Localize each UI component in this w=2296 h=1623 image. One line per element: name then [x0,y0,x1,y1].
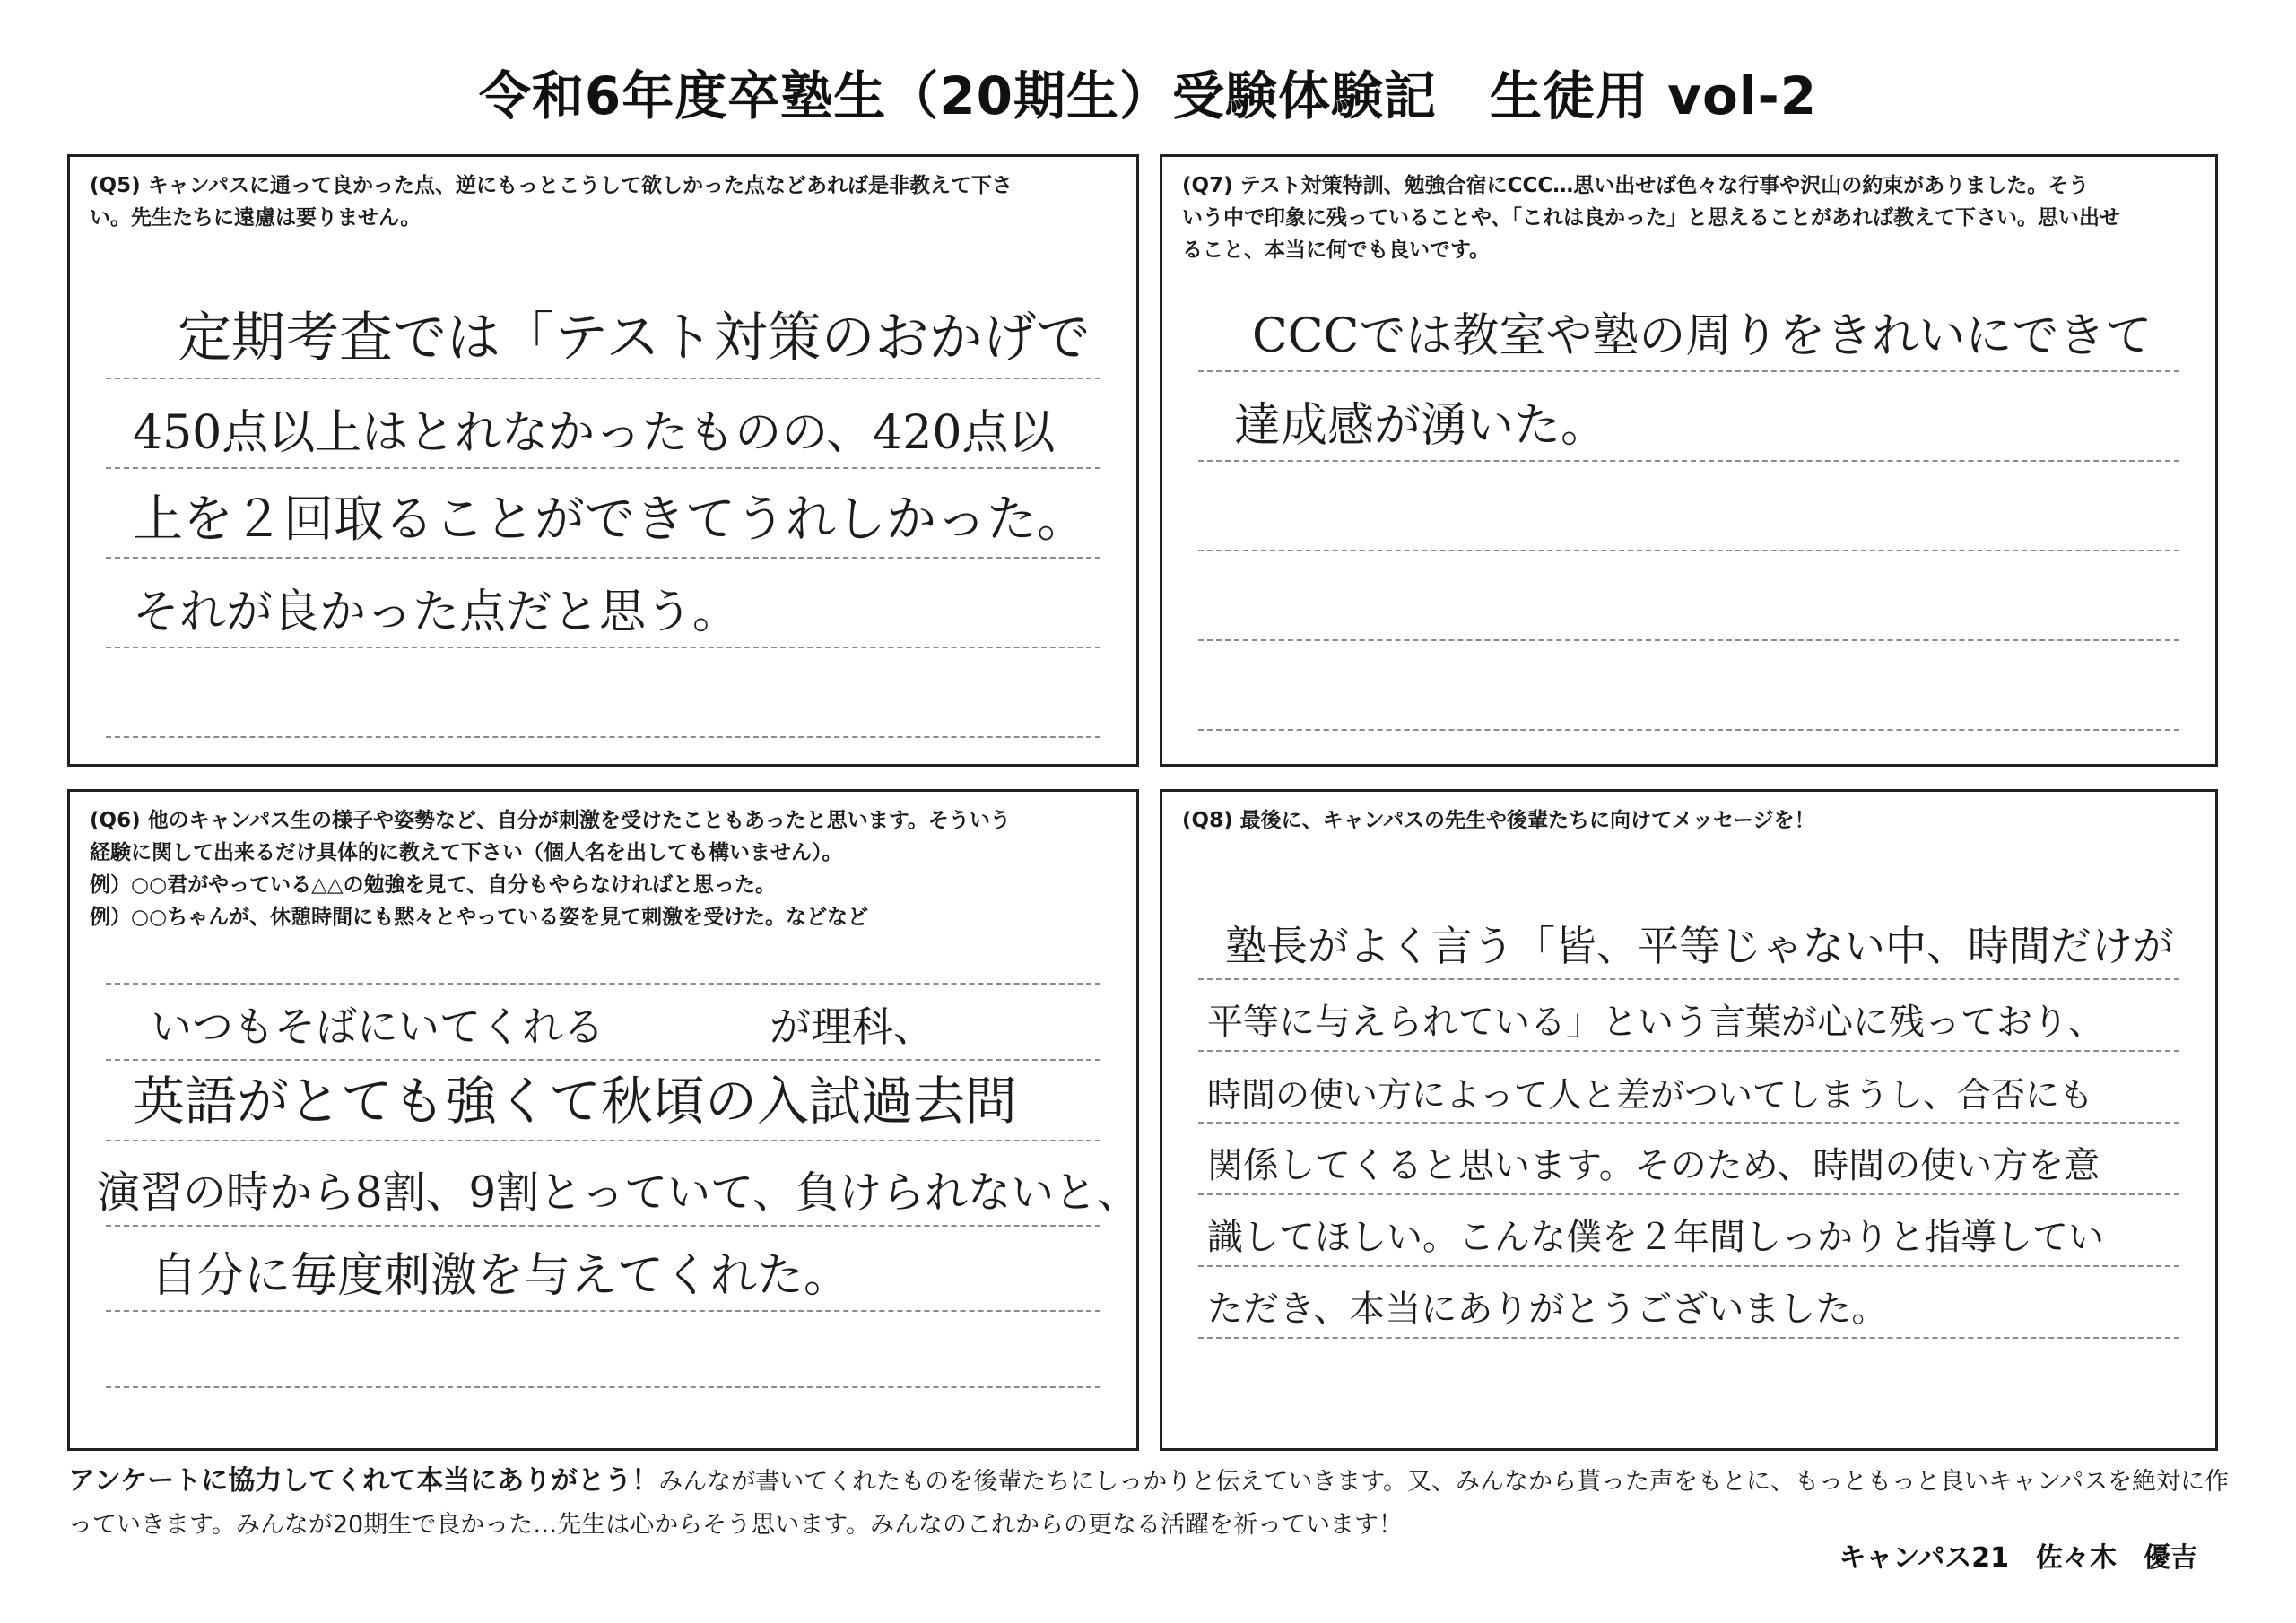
answer-line [1198,462,2179,551]
q8-answer-line: 関係してくると思います。そのため、時間の使い方を意 [1207,1145,2100,1186]
q5-answer-line: 450点以上はとれなかったものの、420点以 [133,406,1056,460]
q8-answer [1198,899,2179,1339]
q7-answer [1198,282,2179,731]
q5-answer-line: 定期考査では「テスト対策のおかげで [178,307,1091,369]
answer-line [1198,1052,2179,1124]
q6-prompt-line: 例）○○ちゃんが、休憩時間にも黙々とやっている姿を見て刺激を受けた。などなど [90,906,869,929]
panel-q5 [67,154,1139,767]
answer-line [1198,980,2179,1052]
answer-line [106,290,1100,379]
q7-answer-line: 達成感が湧いた。 [1234,399,1608,453]
q5-prompt-line: い。先生たちに遠慮は要りません。 [90,206,422,230]
q6-answer-line: いつもそばにいてくれる が理科、 [151,1002,935,1051]
answer-line [1198,1124,2179,1195]
signature: キャンパス21 佐々木 優吉 [1839,1542,2197,1574]
q6-prompt-line: 例）○○君がやっている△△の勉強を見て、自分もやらなければと思った。 [90,873,777,897]
q7-prompt [1182,169,2196,266]
q5-answer [106,290,1100,738]
q5-answer-line: それが良かった点だと思う。 [133,586,740,639]
panel-q6 [67,789,1139,1451]
answer-line [106,985,1100,1061]
footer-message [68,1460,2239,1547]
answer-line [1198,372,2179,462]
q8-prompt [1182,804,2196,837]
q6-answer-line: 演習の時から8割、9割とっていて、負けられないと、 [97,1167,1141,1218]
panel-q8 [1160,789,2218,1451]
q6-answer-line: 自分に毎度刺激を与えてくれた。 [151,1249,851,1303]
q6-prompt-line: 経験に関して出来るだけ具体的に教えて下さい（個人名を出しても構いません）。 [90,841,843,864]
q8-answer-line: ただき、本当にありがとうございました。 [1207,1289,1888,1330]
answer-line [1198,1267,2179,1339]
panel-q7 [1160,154,2218,767]
q5-prompt [90,169,1117,234]
page-title: 令和6年度卒塾生（20期生）受験体験記 生徒用 vol-2 [478,65,1818,126]
q5-answer-line: 上を２回取ることができてうれしかった。 [133,490,1087,549]
q8-answer-line: 塾長がよく言う「皆、平等じゃない中、時間だけが [1225,922,2174,970]
q6-answer [97,904,1141,1388]
q8-prompt-line: (Q8) 最後に、キャンパスの先生や後輩たちに向けてメッセージを！ [1182,809,1815,832]
q7-prompt-line: ること、本当に何でも良いです。 [1182,239,1491,262]
footer-lead: アンケートに協力してくれて本当にありがとう！ [68,1465,659,1497]
answer-line [106,379,1100,469]
answer-line [1198,1195,2179,1267]
q6-prompt-line: (Q6) 他のキャンパス生の様子や姿勢など、自分が刺激を受けたこともあったと思います。そういう [90,809,1011,832]
answer-line [106,904,1100,985]
answer-line [1198,282,2179,372]
q8-answer-line: 時間の使い方によって人と差がついてしまうし、合否にも [1207,1075,2094,1115]
answer-line [106,1227,1100,1312]
answer-line [106,1061,1100,1141]
q7-answer-line: CCCでは教室や塾の周りをきれいにできて [1252,309,2152,363]
answer-line [106,559,1100,648]
answer-line [1198,551,2179,641]
q7-prompt-line: (Q7) テスト対策特訓、勉強合宿にCCC…思い出せば色々な行事や沢山の約束がありました。そう [1182,174,2090,197]
footer-text: みんなが書いてくれたものを後輩たちにしっかりと伝えていきます。又、みんなから貰った声をもとに、もっともっと良いキャンパスを絶対に作っていきます。みんなが20期生で良かった…先生は心からそう思います。みんなのこれからの更なる活躍を祈っています！ [68,1468,2230,1539]
answer-line [106,469,1100,559]
q5-prompt-line: (Q5) キャンパスに通って良かった点、逆にもっとこうして欲しかった点などあれば是非教えて下さ [90,174,1013,197]
q6-answer-line: 英語がとても強くて秋頃の入試過去問 [133,1071,1018,1132]
q7-prompt-line: いう中で印象に残っていることや、「これは良かった」と思えることがあれば教えて下さい。思い出せ [1182,206,2121,230]
q8-answer-line: 識してほしい。こんな僕を２年間しっかりと指導してい [1207,1217,2104,1258]
answer-line [1198,899,2179,980]
answer-line [1198,641,2179,731]
answer-line [97,1141,1141,1227]
answer-line [106,648,1100,738]
q8-answer-line: 平等に与えられている」という言葉が心に残っており、 [1207,1002,2104,1043]
answer-line [106,1312,1100,1388]
